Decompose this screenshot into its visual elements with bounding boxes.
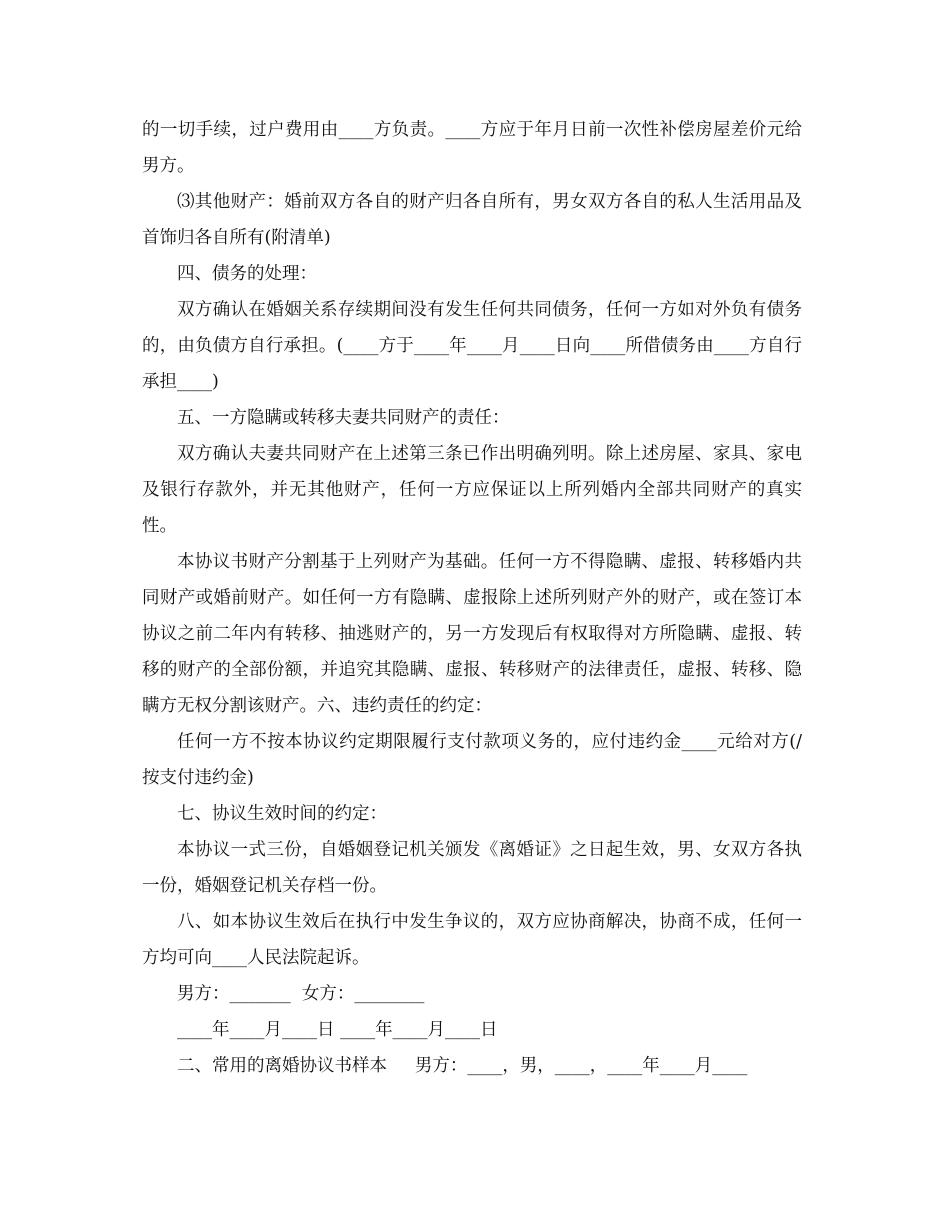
paragraph: 任何一方不按本协议约定期限履行支付款项义务的，应付违约金____元给对方(/按支付违约金) — [142, 732, 802, 788]
paragraph: 的一切手续，过户费用由____方负责。____方应于年月日前一次性补偿房屋差价元给男方。 — [142, 120, 802, 176]
paragraph: 本协议一式三份，自婚姻登记机关颁发《离婚证》之日起生效，男、女双方各执一份，婚姻登记机关存档一份。 — [142, 840, 802, 896]
paragraph: 双方确认夫妻共同财产在上述第三条已作出明确列明。除上述房屋、家具、家电及银行存款外，并无其他财产，任何一方应保证以上所列婚内全部共同财产的真实性。 — [142, 444, 802, 536]
paragraph: 双方确认在婚姻关系存续期间没有发生任何共同债务，任何一方如对外负有债务的，由负债方自行承担。(____方于____年____月____日向____所借债务由____方自行承担____) — [142, 300, 802, 392]
paragraph: 本协议书财产分割基于上列财产为基础。任何一方不得隐瞒、虚报、转移婚内共同财产或婚前财产。如任何一方有隐瞒、虚报除上述所列财产外的财产，或在签订本协议之前二年内有转移、抽逃财产的，另一方发现后有权取得对方所隐瞒、虚报、转移的财产的全部份额，并追究其隐瞒、虚报、转移财产的法律责任，虚报、转移、隐瞒方无权分割该财产。六、违约责任的约定： — [142, 552, 802, 716]
paragraph: 八、如本协议生效后在执行中发生争议的，双方应协商解决，协商不成，任何一方均可向____人民法院起诉。 — [142, 912, 802, 968]
signature-line: 男方：_______ 女方：________ — [177, 984, 425, 1004]
paragraph: ⑶其他财产：婚前双方各自的财产归各自所有，男女双方各自的私人生活用品及首饰归各自所有(附清单) — [142, 192, 802, 248]
section-heading: 七、协议生效时间的约定： — [177, 804, 387, 824]
section-heading: 五、一方隐瞒或转移夫妻共同财产的责任： — [177, 408, 510, 428]
section-heading: 二、常用的离婚协议书样本 男方：____，男，____，____年____月____ — [177, 1056, 748, 1076]
document-body — [142, 112, 802, 1084]
section-heading: 四、债务的处理： — [177, 264, 317, 284]
date-line: ____年____月____日 ____年____月____日 — [177, 1020, 498, 1040]
